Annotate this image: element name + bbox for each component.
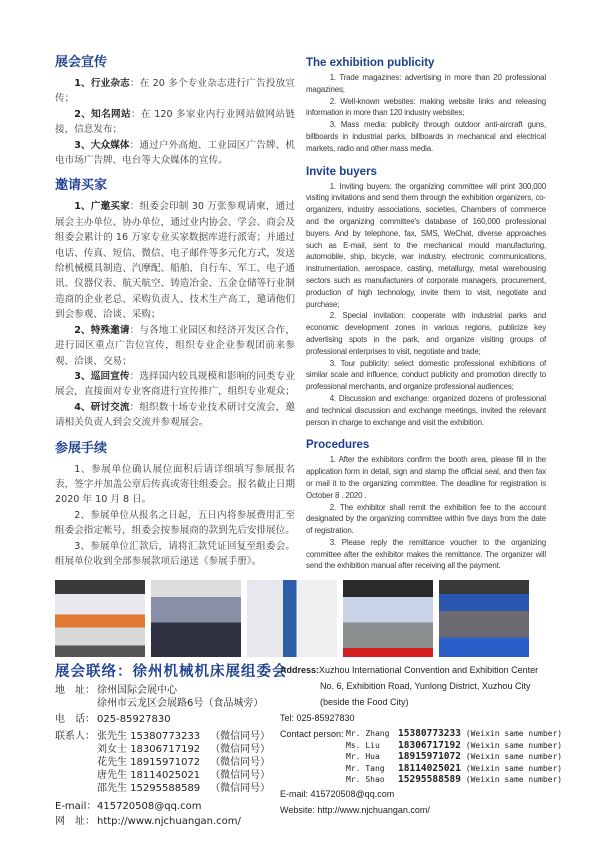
- exhibition-photo: [247, 580, 337, 657]
- paragraph: 3. Tour publicity: select domestic professional exhibitions of similar scale and influence, conduct publicity and promotion directly to professional merchants, and organize professional audiences;: [306, 358, 546, 392]
- contact-person: Ms. Liu 18306717192 (Weixin same number): [346, 739, 563, 751]
- paragraph: 3、巡回宣传：选择国内较具规模和影响的同类专业展会，直接面对专业客商进行宣传推广，组织专业观众；: [55, 370, 295, 398]
- heading-publicity-cn: 展会宣传: [55, 55, 108, 70]
- contact-info-cn: 地 址： 徐州国际会展中心 徐州市云龙区会展路6号（食品城旁） 电 话： 025-85927830 联系人： 张先生 15380773233 （微信同号） 刘女士 18306717192 （微信同号） 花先生 18915971072 （微信同号） 唐先生 18114025021 （微信同号） 邵先生 15295588589 （微信同号） E-mail： 415720508@qq.com 网 址： http://www.njchuangan.com/: [55, 685, 271, 827]
- paragraph: 1. Trade magazines: advertising in more than 20 professional magazines;: [306, 73, 546, 94]
- contact-person: Mr. Shao 15295588589 (Weixin same number): [346, 774, 563, 785]
- address: 徐州市云龙区会展路6号（食品城旁）: [97, 698, 264, 709]
- heading-procedures-cn: 参展手续: [55, 440, 108, 456]
- contact-info-en: Address: Xuzhou International Convention and Exhibition Center No. 6, Exhibition Road, Yunlong District, Xuzhou City (beside the Food City) Tel: 025-85927830 Contact person: Mr. Zhang 15380773233 (Weixin same number) Ms. Liu 18306717192 (Weixin same number) Mr. Hua 18915971072 (Weixin same number) Mr. Tang 18114025021 (Weixin same number) Mr. Shao 15295588589 (Weixin same number) E-mail: 415720508@qq.com Website: http://www.njchuangan.com/: [280, 662, 562, 818]
- exhibition-photo: [151, 580, 241, 657]
- tel: 025-85927830: [97, 714, 171, 725]
- contact-person: 联系人： 张先生 15380773233 （微信同号）: [55, 731, 271, 742]
- exhibition-photo: [439, 580, 529, 657]
- paragraph: 3、参展单位汇款后，请将汇款凭证回复至组委会。组展单位收到全部参展款项后递送《参展手册》。: [55, 540, 295, 567]
- heading-procedures-en: Procedures: [306, 439, 370, 452]
- paragraph: 3. Please reply the remittance voucher to the organizing committee after the exhibitor makes the remittance. The organizer will send the exhibition manual after receiving all the payment.: [306, 537, 546, 571]
- paragraph: 1. After the exhibitors confirm the booth area, please fill in the application form in detail, sign and stamp the official seal, and then fax or mail it to the organizing committee. The deadline for registration is October 8 . 2020 .: [306, 455, 546, 500]
- exhibition-photo: [55, 580, 145, 657]
- contact-person: 邵先生 15295588589 （微信同号）: [97, 783, 271, 794]
- paragraph: 2. Special invitation: cooperate with industrial parks and economic development zones in various regions, publicize key advertising spots in the park, and organize visiting groups of professional enterprises to visit, negotiate and trade;: [306, 311, 546, 356]
- paragraph: 1、参展单位确认展位面积后请详细填写参展报名表，签字并加盖公章后传真或寄往组委会。报名截止日期 2020 年 10 月 8 日。: [55, 463, 295, 506]
- heading-publicity-en: The exhibition publicity: [306, 57, 435, 69]
- contact-person: 唐先生 18114025021 （微信同号）: [97, 770, 271, 781]
- paragraph: 1. Inviting buyers: the organizing committee will print 300,000 visiting invitations and send them through the exhibition organizers, co-organizers, industry associations, societies, Chambers of commerce and the organizing committee's database of 160,000 professional buyers. And by telephone, fax, SMS, WeChat, diverse approaches such as E-mail, sent to the mechanical mould manufacturing, automobile, ship, bicycle, war industry, electronic communications, instrumentation, aerospace, casting, metallurgy, metal warehousing sectors such as manufacturers of corporate managers, procurement, production of high technology, invite them to visit, negotiate and purchase;: [306, 181, 546, 309]
- address: Xuzhou International Convention and Exhibition Center: [319, 665, 539, 675]
- email-link[interactable]: E-mail: 415720508@qq.com: [280, 788, 395, 799]
- contact-person: 花先生 18915971072 （微信同号）: [97, 757, 271, 768]
- address: No. 6, Exhibition Road, Yunlong District, Xuzhou City: [320, 681, 531, 691]
- contact-title-cn: 展会联络：徐州机械机床展组委会: [55, 664, 288, 680]
- paragraph: 2. The exhibitor shall remit the exhibition fee to the account designated by the organizing committee within five days from the date of registration.: [306, 502, 546, 536]
- exhibition-photo-strip: [55, 580, 529, 657]
- paragraph: 4、研讨交流：组织数十场专业技术研讨交流会，邀请相关负责人到会交流并参观展会。: [55, 401, 295, 429]
- exhibition-photo: [343, 580, 433, 657]
- website-link[interactable]: Website: http://www.njchuangan.com/: [280, 804, 430, 815]
- email-link[interactable]: 415720508@qq.com: [97, 801, 202, 812]
- heading-buyers-cn: 邀请买家: [55, 178, 108, 194]
- address: (beside the Food City): [320, 697, 409, 707]
- address: 徐州国际会展中心: [97, 685, 177, 696]
- heading-buyers-en: Invite buyers: [306, 165, 377, 178]
- paragraph: 4. Discussion and exchange: organized dozens of professional and technical discussion and exchange meetings, invited the relevant person in charge to exchange and visit the exhibition.: [306, 393, 546, 427]
- contact-person: Mr. Zhang 15380773233 (Weixin same number): [346, 728, 563, 739]
- contact-person: Mr. Hua 18915971072 (Weixin same number): [346, 751, 563, 762]
- paragraph: 1、行业杂志：在 20 多个专业杂志进行广告投放宣传；: [55, 78, 295, 105]
- right-column: [306, 56, 546, 572]
- paragraph: 3. Mass media: publicity through outdoor anti-aircraft guns, billboards in industrial parks, billboards in mechanical and electrical markets, radio and other mass media.: [306, 120, 546, 153]
- contact-person: 刘女士 18306717192 （微信同号）: [97, 744, 271, 755]
- paragraph: 2、参展单位从报名之日起，五日内将参展费用汇至组委会指定帐号，组委会按参展商的款到先后安排展位。: [55, 509, 295, 537]
- paragraph: 1、广邀买家：组委会印制 30 万张参观请柬，通过展会主办单位、协办单位，通过业内协会、学会、商会及组委会累计的 16 万家专业买家数据库进行派寄；并通过电话、传真、短信、微信、电子邮件等多元化方式，发送给机械模具制造、汽摩配、船舶、自行车、军工、电子通讯、仪器仪表、航天航空、铸造冶金、五金仓储等行业制造商的企业老总、采购负责人、技术生产高工，邀请他们到会参观、洽谈、采购；: [55, 201, 295, 321]
- paragraph: 3、大众媒体：通过户外高炮、工业园区广告牌、机电市场广告牌、电台等大众媒体的宣传。: [55, 139, 295, 167]
- left-column: [55, 55, 295, 569]
- paragraph: 2、特殊邀请：与各地工业园区和经济开发区合作，进行园区重点广告位宣传，组织专业企业参观团前来参观、洽谈、交易；: [55, 324, 295, 367]
- contact-person: Mr. Tang 18114025021 (Weixin same number): [346, 762, 563, 774]
- paragraph: 2. Well-known websites: making website links and releasing information in more than 120 industry websites;: [306, 96, 546, 118]
- website-link[interactable]: http://www.njchuangan.com/: [97, 816, 241, 827]
- tel: Tel: 025-85927830: [280, 713, 355, 723]
- paragraph: 2、知名网站：在 120 多家业内行业网站做网站链接，信息发布；: [55, 108, 295, 136]
